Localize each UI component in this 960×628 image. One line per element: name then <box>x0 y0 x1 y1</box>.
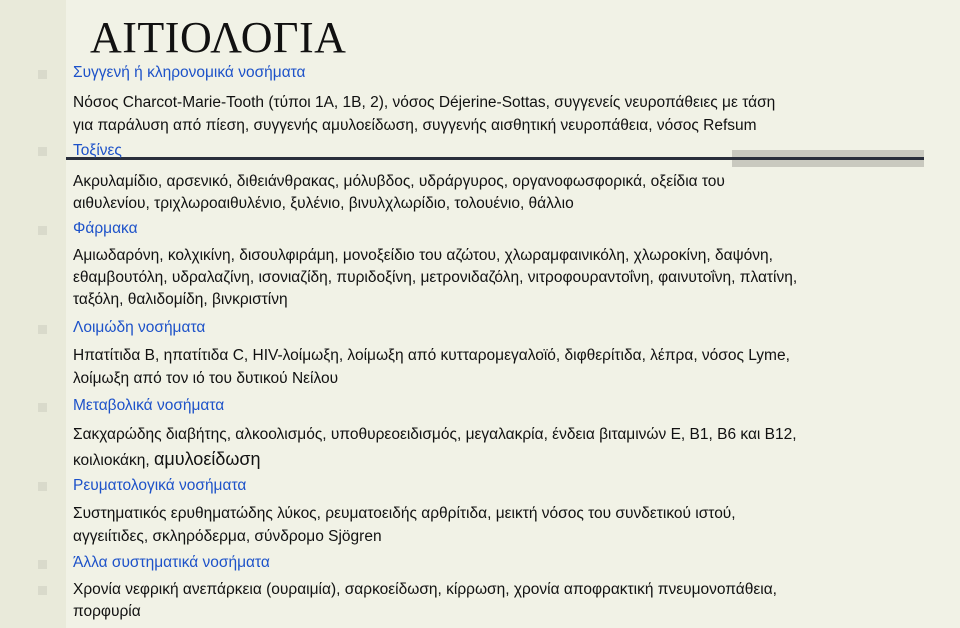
section-text-line: εθαμβουτόλη, υδραλαζίνη, ισονιαζίδη, πυριδοξίνη, μετρονιδαζόλη, νιτροφουραντοΐνη, φαινυτοΐνη, πλατίνη, <box>73 269 798 286</box>
section-text-line: αιθυλενίου, τριχλωροαιθυλένιο, ξυλένιο, βινυλχλωρίδιο, τολουένιο, θάλλιο <box>73 195 574 212</box>
bullet-icon <box>38 147 47 156</box>
horizontal-rule <box>66 157 924 160</box>
page-title: ΑΙΤΙΟΛΟΓΙΑ <box>90 13 347 62</box>
bullet-icon <box>38 560 47 569</box>
section-heading-congenital: Συγγενή ή κληρονομικά νοσήματα <box>73 64 306 81</box>
bullet-icon <box>38 586 47 595</box>
section-text-line: για παράλυση από πίεση, συγγενής αμυλοείδωση, συγγενής αισθητική νευροπάθεια, νόσος Refsum <box>73 117 757 134</box>
text-prefix: κοιλιοκάκη, <box>73 452 154 469</box>
bullet-icon <box>38 70 47 79</box>
section-text-line: πορφυρία <box>73 603 141 620</box>
section-text-line: ταξόλη, θαλιδομίδη, βινκριστίνη <box>73 291 288 308</box>
bullet-icon <box>38 226 47 235</box>
section-text-line: Αμιωδαρόνη, κολχικίνη, δισουλφιράμη, μονοξείδιο του αζώτου, χλωραμφαινικόλη, χλωροκίνη, δαψόνη, <box>73 247 773 264</box>
section-text-line: αγγειίτιδες, σκληρόδερμα, σύνδρομο Sjögren <box>73 528 382 545</box>
section-heading-rheumatologic: Ρευματολογικά νοσήματα <box>73 477 247 494</box>
section-text-line: Ακρυλαμίδιο, αρσενικό, διθειάνθρακας, μόλυβδος, υδράργυρος, οργανοφωσφορικά, οξείδια του <box>73 173 725 190</box>
section-heading-toxins: Τοξίνες <box>73 142 122 159</box>
section-heading-infectious: Λοιμώδη νοσήματα <box>73 319 206 336</box>
section-text-line: Σακχαρώδης διαβήτης, αλκοολισμός, υποθυρεοειδισμός, μεγαλακρία, ένδεια βιταμινών Ε, Β1, Β6 και Β12, <box>73 426 797 443</box>
section-text-line: λοίμωξη από τον ιό του δυτικού Νείλου <box>73 370 339 387</box>
bullet-icon <box>38 403 47 412</box>
bullet-icon <box>38 482 47 491</box>
section-text-line-emph <box>73 448 261 472</box>
bullet-icon <box>38 325 47 334</box>
section-heading-systemic: Άλλα συστηματικά νοσήματα <box>73 554 270 571</box>
text-emphasis: αμυλοείδωση <box>153 449 261 469</box>
section-heading-metabolic: Μεταβολικά νοσήματα <box>73 397 225 414</box>
section-text-line: Ηπατίτιδα Β, ηπατίτιδα C, HIV-λοίμωξη, λοίμωξη από κυτταρομεγαλοϊό, διφθερίτιδα, λέπρα, νόσος Lyme, <box>73 347 790 364</box>
left-margin-band <box>0 0 66 628</box>
section-text-line: Συστηματικός ερυθηματώδης λύκος, ρευματοειδής αρθρίτιδα, μεικτή νόσος του συνδετικού ιστού, <box>73 505 736 522</box>
section-text-line: Νόσος Charcot-Marie-Tooth (τύποι 1Α, 1Β, 2), νόσος Déjerine-Sottas, συγγενείς νευροπάθειες με τάση <box>73 94 776 111</box>
section-heading-drugs: Φάρμακα <box>73 220 138 237</box>
section-text-line: Χρονία νεφρική ανεπάρκεια (ουραιμία), σαρκοείδωση, κίρρωση, χρονία αποφρακτική πνευμονοπάθεια, <box>73 581 777 598</box>
